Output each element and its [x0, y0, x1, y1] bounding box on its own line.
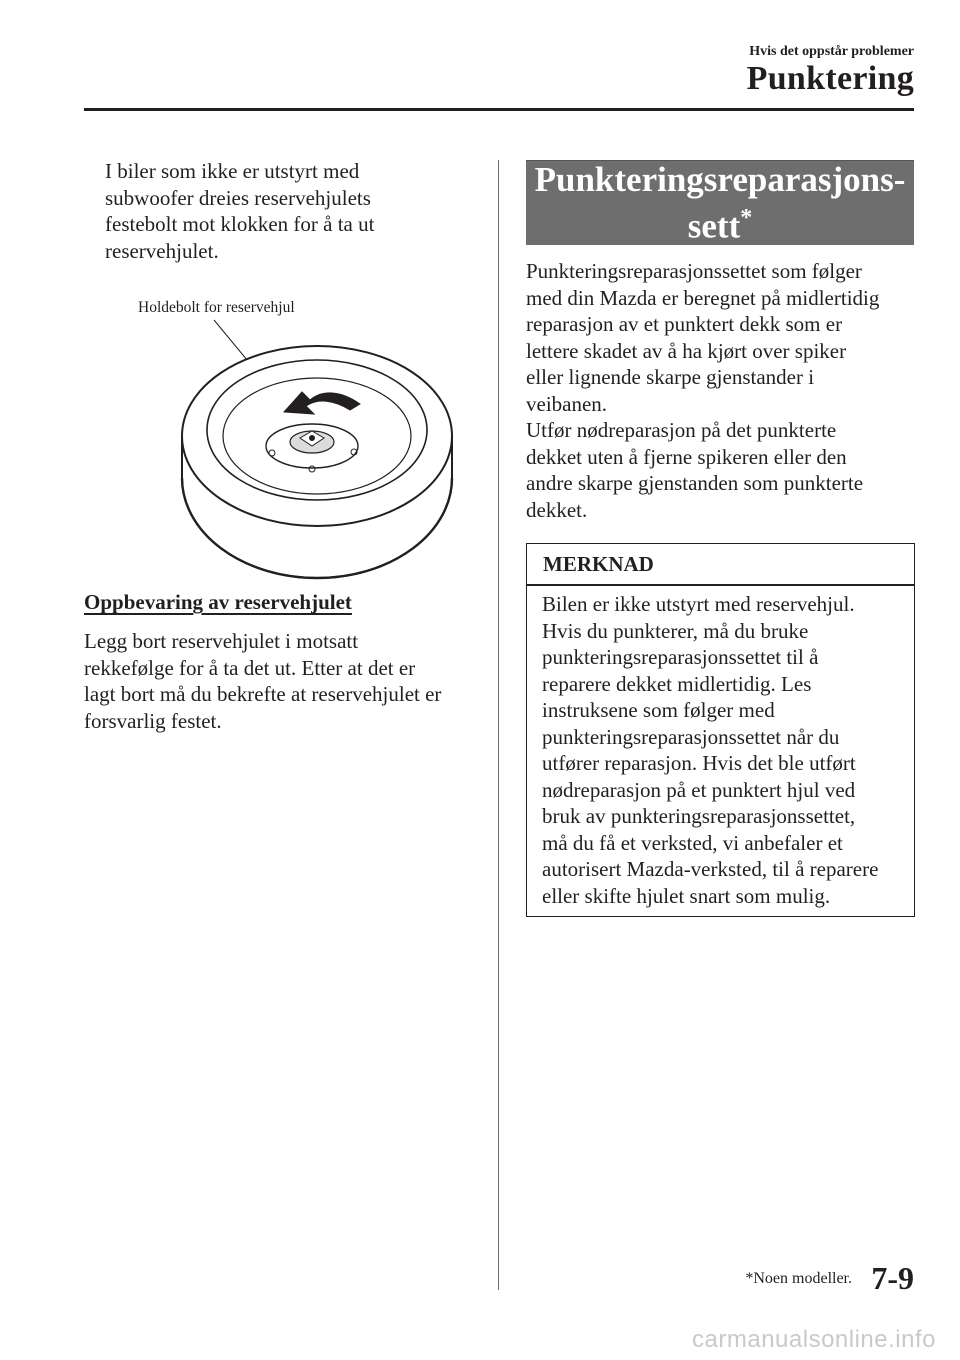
note-line: punkteringsreparasjonssettet til å	[542, 645, 819, 669]
page-title: Punktering	[746, 60, 914, 97]
figure-label: Holdebolt for reservehjul	[138, 299, 295, 316]
note-box	[526, 543, 915, 917]
repair-kit-line: reparasjon av et punktert dekk som er	[526, 312, 843, 336]
intro-line: subwoofer dreies reservehjulets	[105, 185, 371, 210]
storage-line: lagt bort må du bekrefte at reservehjulet er	[84, 682, 442, 706]
repair-kit-line: Punkteringsreparasjonssettet som følger	[526, 259, 862, 283]
repair-kit-line: eller lignende skarpe gjenstander i	[526, 365, 815, 389]
note-line: må du få et verksted, vi anbefaler et	[542, 830, 843, 855]
note-line: Bilen er ikke utstyrt med reservehjul.	[542, 592, 855, 616]
intro-paragraph	[105, 158, 485, 264]
repair-kit-line: med din Mazda er beregnet på midlertidig	[526, 285, 880, 310]
section-banner	[526, 160, 914, 245]
banner-word: sett	[687, 206, 741, 246]
spare-tire-diagram-icon	[172, 318, 462, 580]
intro-line: festebolt mot klokken for å ta ut	[105, 212, 375, 236]
repair-kit-paragraph	[526, 258, 916, 523]
storage-line: Legg bort reservehjulet i motsatt	[84, 629, 359, 653]
note-line: punkteringsreparasjonssettet når du	[542, 724, 840, 749]
repair-kit-line: lettere skadet av å ha kjørt over spiker	[526, 338, 847, 363]
intro-line: reservehjulet.	[105, 238, 219, 263]
repair-kit-line: andre skarpe gjenstanden som punkterte	[526, 471, 864, 495]
note-title: MERKNAD	[543, 552, 654, 576]
watermark: carmanualsonline.info	[692, 1326, 936, 1353]
note-line: nødreparasjon på et punktert hjul ved	[542, 777, 856, 802]
repair-kit-line: dekket uten å fjerne spikeren eller den	[526, 444, 847, 469]
repair-kit-line: veibanen.	[526, 391, 608, 416]
note-line: autorisert Mazda-verksted, til å reparere	[542, 857, 879, 881]
storage-line: rekkefølge for å ta det ut. Etter at det er	[84, 655, 416, 680]
note-line: eller skifte hjulet snart som mulig.	[542, 883, 831, 908]
banner-line: Punkteringsreparasjons-	[534, 160, 906, 200]
storage-paragraph	[84, 628, 484, 734]
storage-line: forsvarlig festet.	[84, 708, 222, 733]
page-number: 7-9	[871, 1260, 914, 1296]
header-divider	[84, 108, 914, 111]
footnote: *Noen modeller.	[745, 1270, 852, 1287]
repair-kit-line: Utfør nødreparasjon på det punkterte	[526, 418, 837, 442]
storage-subheading: Oppbevaring av reservehjulet	[84, 590, 352, 614]
header-section-label: Hvis det oppstår problemer	[749, 44, 914, 59]
banner-line	[526, 199, 914, 246]
note-body	[542, 591, 904, 909]
note-line: reparere dekket midlertidig. Les	[542, 671, 812, 696]
intro-line: I biler som ikke er utstyrt med	[105, 159, 360, 183]
note-line: bruk av punkteringsreparasjonssettet,	[542, 804, 856, 828]
note-divider	[527, 584, 914, 586]
note-line: Hvis du punkterer, må du bruke	[542, 618, 809, 643]
repair-kit-line: dekket.	[526, 497, 588, 522]
note-line: instruksene som følger med	[542, 698, 775, 722]
note-line: utfører reparasjon. Hvis det ble utført	[542, 751, 856, 775]
model-footnote-mark: *	[740, 205, 753, 232]
column-divider	[498, 160, 499, 1290]
